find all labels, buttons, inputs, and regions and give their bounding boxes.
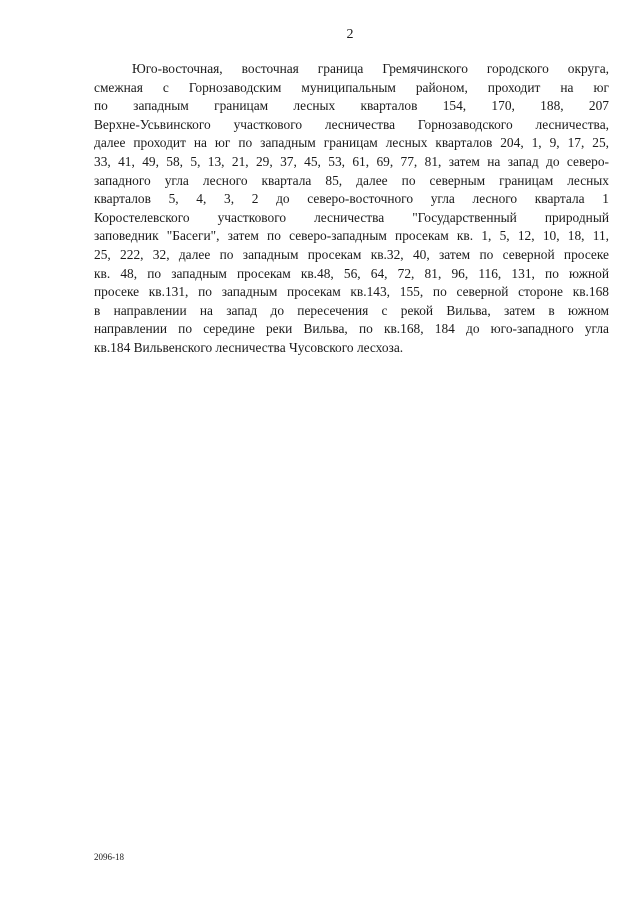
text-line: кв.184 Вильвенского лесничества Чусовского лесхоза. — [94, 339, 404, 355]
text-line: Верхне-Усьвинского участкового лесничества Горнозаводского лесничества, — [94, 116, 609, 132]
text-line: по западным границам лесных кварталов 154, 170, 188, 207 — [94, 98, 609, 114]
page-number: 2 — [346, 27, 354, 42]
text-line: 33, 41, 49, 58, 5, 13, 21, 29, 37, 45, 53, 61, 69, 77, 81, затем на запад до северо- — [94, 153, 609, 169]
text-line: в направлении на запад до пересечения с рекой Вильва, затем в южном — [94, 302, 609, 318]
text-line: Коростелевского участкового лесничества "Государственный природный — [94, 209, 609, 225]
text-line: направлении по середине реки Вильва, по кв.168, 184 до юго-западного угла — [94, 321, 609, 337]
text-line: кварталов 5, 4, 3, 2 до северо-восточного угла лесного квартала 1 — [94, 191, 609, 207]
text-line: смежная с Горнозаводским муниципальным районом, проходит на юг — [94, 79, 609, 95]
text-line: заповедник "Басеги", затем по северо-западным просекам кв. 1, 5, 12, 10, 18, 11, — [94, 228, 609, 244]
text-line: далее проходит на юг по западным границам лесных кварталов 204, 1, 9, 17, 25, — [94, 135, 609, 151]
text-line: западного угла лесного квартала 85, далее по северным границам лесных — [94, 172, 609, 188]
text-line: кв. 48, по западным просекам кв.48, 56, 64, 72, 81, 96, 116, 131, по южной — [94, 265, 609, 281]
text-line: Юго-восточная, восточная граница Гремячинского городского округа, — [132, 61, 609, 76]
text-line: просеке кв.131, по западным просекам кв.143, 155, по северной стороне кв.168 — [94, 284, 609, 300]
document-code: 2096-18 — [94, 852, 124, 862]
boundary-description-paragraph — [94, 60, 609, 358]
text-line: 25, 222, 32, далее по западным просекам кв.32, 40, затем по северной просеке — [94, 246, 609, 262]
